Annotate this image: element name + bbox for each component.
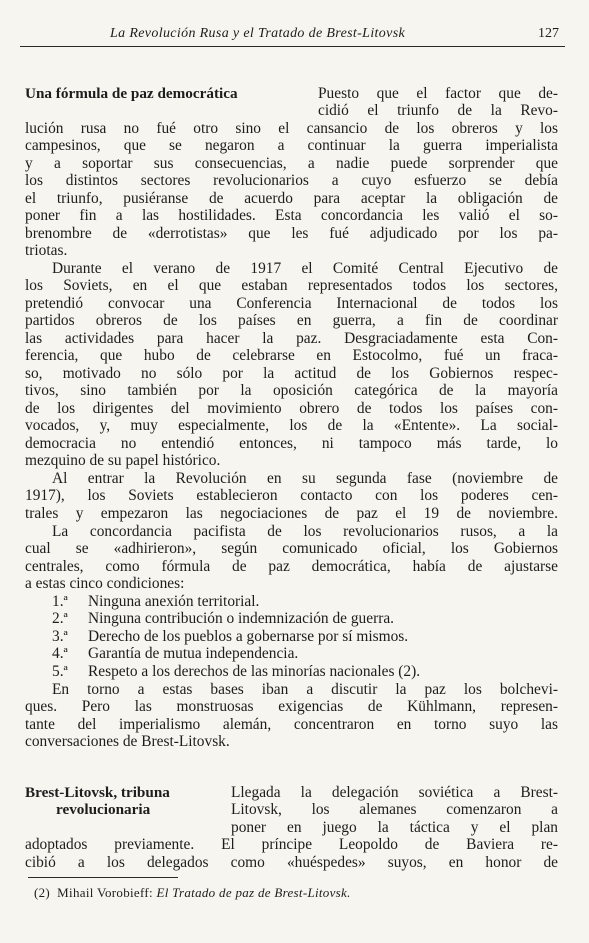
paragraph-line: adoptados previamente. El príncipe Leopoldo de Baviera re-: [25, 836, 558, 853]
condition-item: [52, 610, 394, 627]
paragraph-line: a estas cinco condiciones:: [25, 575, 185, 592]
paragraph-line: campesinos, que se negaron a continuar la guerra imperialista: [25, 137, 558, 154]
paragraph-line: los Soviets, en el que estaban representados todos los sectores,: [25, 277, 558, 294]
paragraph-line: lución rusa no fué otro sino el cansancio de los obreros y los: [25, 120, 558, 137]
condition-text: Respeto a los derechos de las minorías nacionales (2).: [88, 663, 421, 680]
section-heading-formula: Una fórmula de paz democrática: [25, 85, 238, 102]
paragraph-line: poner fin a las hostilidades. Esta concordancia les valió el so-: [25, 207, 558, 224]
paragraph-line: los distintos sectores revolucionarios a cuyo esfuerzo se debía: [25, 172, 558, 189]
page-number: 127: [538, 26, 559, 41]
paragraph-line: poner en juego la táctica y el plan: [231, 819, 558, 836]
condition-item: [52, 663, 420, 680]
paragraph-line: Al entrar la Revolución en su segunda fase (noviembre de: [52, 470, 558, 487]
paragraph-line: democracia no entendió entonces, ni tampoco más tarde, lo: [25, 435, 558, 452]
condition-item: [52, 628, 408, 645]
paragraph-line: centrales, como fórmula de paz democrática, había de ajustarse: [25, 558, 558, 575]
paragraph-line: so, motivado no sólo por la actitud de los Gobiernos respec-: [25, 365, 558, 382]
paragraph-line: tante del imperialismo alemán, concentraron en torno suyo las: [25, 716, 558, 733]
condition-number: 2.ª: [52, 610, 68, 627]
paragraph-line: La concordancia pacifista de los revolucionarios rusos, a la: [52, 523, 558, 540]
footnote-rule: [28, 877, 178, 878]
running-header: [20, 24, 565, 47]
paragraph-line: pretendió convocar una Conferencia Internacional de todos los: [25, 295, 558, 312]
paragraph-line: cidió el triunfo de la Revo-: [318, 102, 558, 119]
condition-text: Derecho de los pueblos a gobernarse por sí mismos.: [88, 628, 409, 645]
footnote: [34, 885, 351, 901]
condition-number: 4.ª: [52, 645, 68, 662]
paragraph-line: las actividades para hacer la paz. Desgraciadamente esta Con-: [25, 330, 558, 347]
paragraph-line: Llegada la delegación soviética a Brest-: [231, 784, 558, 801]
paragraph-line: cibió a los delegados como «huéspedes» suyos, en honor de: [25, 854, 558, 871]
condition-text: Ninguna anexión territorial.: [88, 593, 260, 610]
paragraph-line: cual se «adhirieron», según comunicado oficial, los Gobiernos: [25, 540, 558, 557]
paragraph-line: 1917), los Soviets establecieron contacto con los poderes cen-: [25, 487, 558, 504]
section-heading-brest-1: Brest-Litovsk, tribuna: [25, 784, 170, 801]
condition-number: 3.ª: [52, 628, 68, 645]
running-title: La Revolución Rusa y el Tratado de Brest-Litovsk: [110, 26, 406, 41]
condition-text: Garantía de mutua independencia.: [88, 645, 299, 662]
paragraph-line: mezquino de su papel histórico.: [25, 452, 221, 469]
footnote-title: El Tratado de paz de Brest-Litovsk.: [156, 885, 351, 900]
paragraph-line: brenombre de «derrotistas» que les fué adjudicado por los pa-: [25, 225, 558, 242]
footnote-author: Mihail Vorobieff:: [57, 885, 153, 900]
paragraph-line: Durante el verano de 1917 el Comité Central Ejecutivo de: [52, 260, 558, 277]
condition-item: [52, 645, 298, 662]
paragraph-line: ferencia, que hubo de celebrarse en Estocolmo, fué un fraca-: [25, 347, 558, 364]
paragraph-line: conversaciones de Brest-Litovsk.: [25, 733, 230, 750]
paragraph-line: tivos, sino también por la oposición categórica de la mayoría: [25, 382, 558, 399]
paragraph-line: trales y empezaron las negociaciones de paz el 19 de noviembre.: [25, 505, 558, 522]
paragraph-line: y a soportar sus consecuencias, a nadie puede sorprender que: [25, 155, 558, 172]
paragraph-line: el triunfo, pusiéranse de acuerdo para aceptar la obligación de: [25, 190, 558, 207]
condition-number: 5.ª: [52, 663, 68, 680]
paragraph-line: En torno a estas bases iban a discutir la paz los bolchevi-: [52, 681, 558, 698]
paragraph-line: Puesto que el factor que de-: [318, 85, 558, 102]
paragraph-line: vocados, y, muy especialmente, los de la «Entente». La social-: [25, 417, 558, 434]
section-heading-brest-2: revolucionaria: [56, 801, 151, 818]
footnote-marker: (2): [34, 885, 51, 900]
condition-number: 1.ª: [52, 593, 68, 610]
condition-text: Ninguna contribución o indemnización de guerra.: [88, 610, 395, 627]
paragraph-line: triotas.: [25, 242, 68, 259]
paragraph-line: de los dirigentes del movimiento obrero de todos los países con-: [25, 400, 558, 417]
condition-item: [52, 593, 259, 610]
paragraph-line: Litovsk, los alemanes comenzaron a: [231, 801, 558, 818]
paragraph-line: partidos obreros de los países en guerra, a fin de coordinar: [25, 312, 558, 329]
paragraph-line: ques. Pero las monstruosas exigencias de Kühlmann, represen-: [25, 698, 558, 715]
